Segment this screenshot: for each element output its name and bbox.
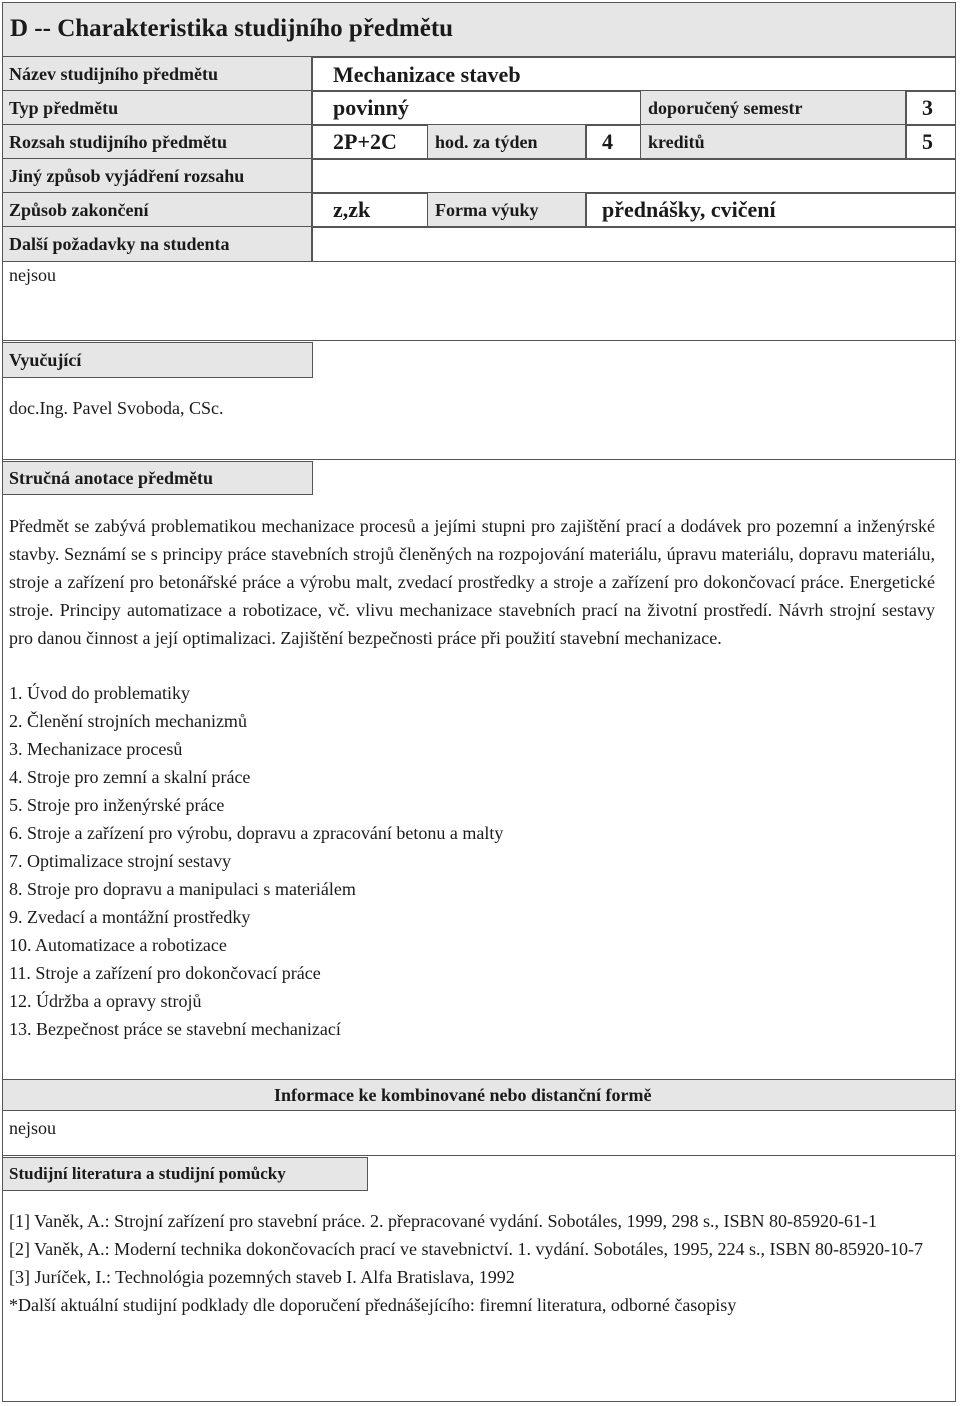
- topic-item: 2. Členění strojních mechanizmů: [9, 711, 247, 731]
- forma-value: přednášky, cvičení: [602, 197, 776, 222]
- literatura-list: [9, 1207, 935, 1319]
- semestr-label-cell: [640, 90, 907, 126]
- nazev-label-cell: [2, 56, 313, 92]
- typ-label-cell: [2, 90, 313, 126]
- page-title: D -- Charakteristika studijního předmětu: [10, 15, 454, 42]
- vyucujici-label: Vyučující: [9, 350, 82, 370]
- topic-item: 5. Stroje pro inženýrské práce: [9, 795, 225, 815]
- zakonceni-value-cell: [311, 192, 429, 228]
- hod-label-cell: [427, 124, 587, 160]
- title-bar: [2, 2, 956, 58]
- semestr-value-cell: [905, 90, 956, 126]
- literatura-label: Studijní literatura a studijní pomůcky: [9, 1164, 286, 1183]
- kombinovana-value: nejsou: [9, 1118, 56, 1138]
- jiny-label-cell: [2, 158, 313, 194]
- literatura-item: [3] Juríček, I.: Technológia pozemných staveb I. Alfa Bratislava, 1992: [9, 1267, 515, 1287]
- vyucujici-value: doc.Ing. Pavel Svoboda, CSc.: [9, 398, 224, 418]
- typ-value: povinný: [333, 95, 409, 120]
- jiny-label: Jiný způsob vyjádření rozsahu: [9, 166, 245, 186]
- pozadavky-label: Další požadavky na studenta: [9, 234, 230, 254]
- forma-label-cell: [427, 192, 587, 228]
- jiny-value-cell: [311, 158, 956, 194]
- hod-label: hod. za týden: [435, 132, 538, 152]
- semestr-label: doporučený semestr: [648, 98, 803, 118]
- anotace-text: Předmět se zabývá problematikou mechanizace procesů a jejími stupni pro zajištění prací a dodávek pro pozemní a inženýrské stavby. Seznámí se s principy práce stavebních strojů členěných na rozpojování materiálu, úpravu materiálu, dopravu materiálu, stroje a zařízení pro betonářské práce a výrobu malt, zvedací prostředky a stroje a zařízení pro dokončovací práce. Energetické stroje. Principy automatizace a robotizace, vč. vlivu mechanizace stavebních prací na životní prostředí. Návrh strojní sestavy pro danou činnost a její optimalizaci. Zajištění bezpečnosti práce při použití stavební mechanizace.: [9, 516, 935, 648]
- topic-item: 8. Stroje pro dopravu a manipulaci s materiálem: [9, 879, 356, 899]
- forma-value-cell: [585, 192, 956, 228]
- zakonceni-label-cell: [2, 192, 313, 228]
- anotace-topics: [9, 679, 503, 1043]
- literatura-item: *Další aktuální studijní podklady dle doporučení přednášejícího: firemní literatura, odborné časopisy: [9, 1295, 737, 1315]
- topic-item: 1. Úvod do problematiky: [9, 683, 190, 703]
- topic-item: 10. Automatizace a robotizace: [9, 935, 227, 955]
- nazev-label: Název studijního předmětu: [9, 64, 219, 84]
- literatura-label-cell: [2, 1157, 368, 1191]
- typ-label: Typ předmětu: [9, 98, 119, 118]
- rozsah-label-cell: [2, 124, 313, 160]
- topic-item: 11. Stroje a zařízení pro dokončovací práce: [9, 963, 321, 983]
- rozsah-value-cell: [311, 124, 429, 160]
- nazev-value-cell: [311, 56, 956, 92]
- rozsah-label: Rozsah studijního předmětu: [9, 132, 228, 152]
- kredity-label-cell: [640, 124, 907, 160]
- topic-item: 13. Bezpečnost práce se stavební mechanizací: [9, 1019, 341, 1039]
- topic-item: 12. Údržba a opravy strojů: [9, 991, 202, 1011]
- kredity-value-cell: [905, 124, 956, 160]
- hod-value: 4: [602, 129, 613, 154]
- kredity-value: 5: [922, 129, 933, 154]
- nazev-value: Mechanizace staveb: [333, 62, 521, 87]
- anotace-label-cell: [2, 461, 313, 495]
- semestr-value: 3: [922, 95, 933, 120]
- zakonceni-label: Způsob zakončení: [9, 200, 149, 220]
- topic-item: 4. Stroje pro zemní a skalní práce: [9, 767, 251, 787]
- vyucujici-label-cell: [2, 342, 313, 378]
- kombinovana-label: Informace ke kombinované nebo distanční formě: [274, 1085, 652, 1105]
- kombinovana-label-cell: [2, 1079, 956, 1111]
- anotace-label: Stručná anotace předmětu: [9, 468, 213, 488]
- topic-item: 9. Zvedací a montážní prostředky: [9, 907, 251, 927]
- pozadavky-label-cell: [2, 226, 313, 262]
- forma-label: Forma výuky: [435, 200, 539, 220]
- literatura-item: [2] Vaněk, A.: Moderní technika dokončovacích prací ve stavebnictví. 1. vydání. Sobotáles, 1995, 224 s., ISBN 80-85920-10-7: [9, 1239, 923, 1259]
- topic-item: 3. Mechanizace procesů: [9, 739, 183, 759]
- pozadavky-right-cell: [311, 226, 956, 262]
- rozsah-value: 2P+2C: [333, 129, 397, 154]
- zakonceni-value: z,zk: [333, 197, 371, 222]
- pozadavky-value: nejsou: [9, 265, 56, 285]
- literatura-item: [1] Vaněk, A.: Strojní zařízení pro stavební práce. 2. přepracované vydání. Sobotáles, 1999, 298 s., ISBN 80-85920-61-1: [9, 1211, 877, 1231]
- topic-item: 6. Stroje a zařízení pro výrobu, dopravu a zpracování betonu a malty: [9, 823, 504, 843]
- hod-value-cell: [585, 124, 642, 160]
- topic-item: 7. Optimalizace strojní sestavy: [9, 851, 231, 871]
- typ-value-cell: [311, 90, 642, 126]
- kredity-label: kreditů: [648, 132, 705, 152]
